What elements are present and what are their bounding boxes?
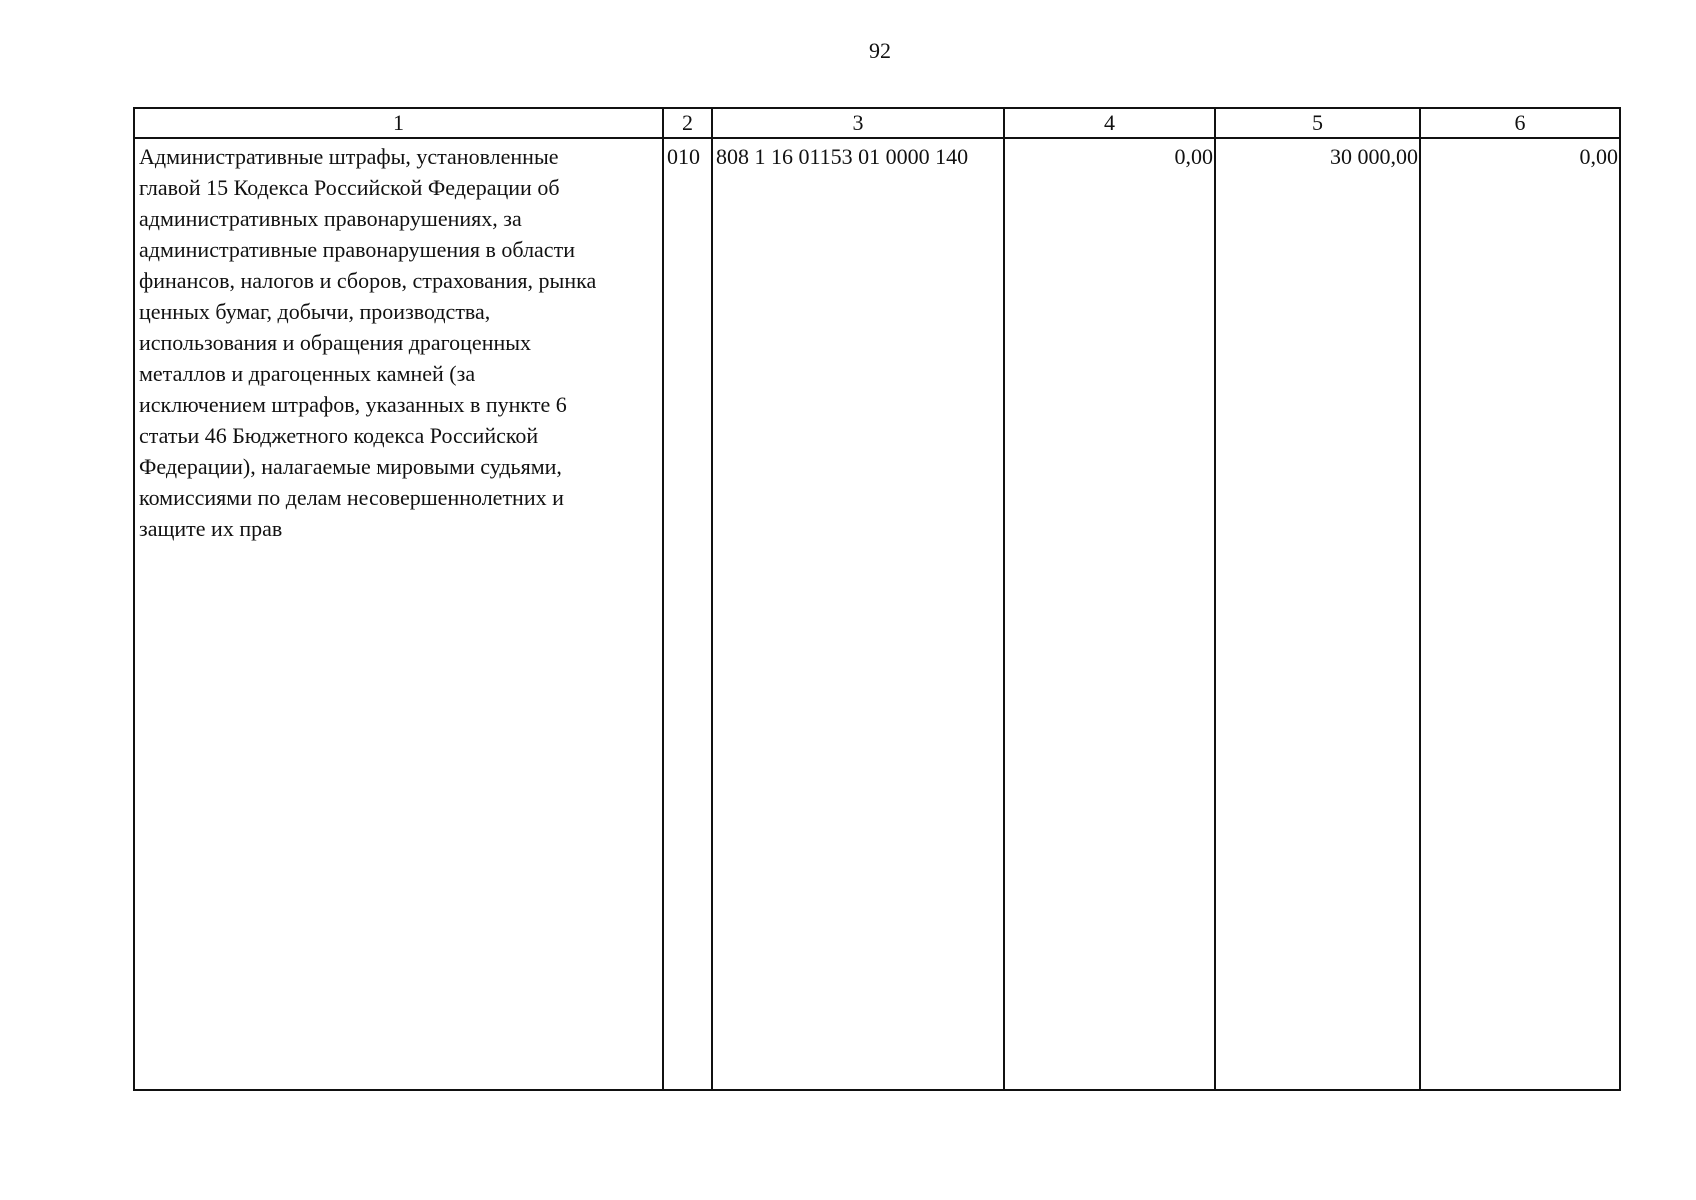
value-col4-cell: 0,00	[1004, 138, 1215, 1090]
table-row	[134, 138, 1620, 1090]
column-header-2: 2	[663, 108, 712, 138]
page-number: 92	[869, 38, 891, 63]
column-header-5: 5	[1215, 108, 1420, 138]
column-header-4: 4	[1004, 108, 1215, 138]
table-header-row	[134, 108, 1620, 138]
line-code-cell: 010	[663, 138, 712, 1090]
column-header-6: 6	[1420, 108, 1620, 138]
value-col6-cell: 0,00	[1420, 138, 1620, 1090]
revenue-name-cell: Административные штрафы, установленные главой 15 Кодекса Российской Федерации об административных правонарушениях, за административные правонарушения в области финансов, налогов и сборов, страхования, рынка ценных бумаг, добычи, производства, использования и обращения драгоценных металлов и драгоценных камней (за исключением штрафов, указанных в пункте 6 статьи 46 Бюджетного кодекса Российской Федерации), налагаемые мировыми судьями, комиссиями по делам несовершеннолетних и защите их прав	[134, 138, 663, 1090]
column-header-1: 1	[134, 108, 663, 138]
value-col5-cell: 30 000,00	[1215, 138, 1420, 1090]
column-header-3: 3	[712, 108, 1004, 138]
budget-code-cell: 808 1 16 01153 01 0000 140	[712, 138, 1004, 1090]
revenue-table	[133, 107, 1621, 1091]
